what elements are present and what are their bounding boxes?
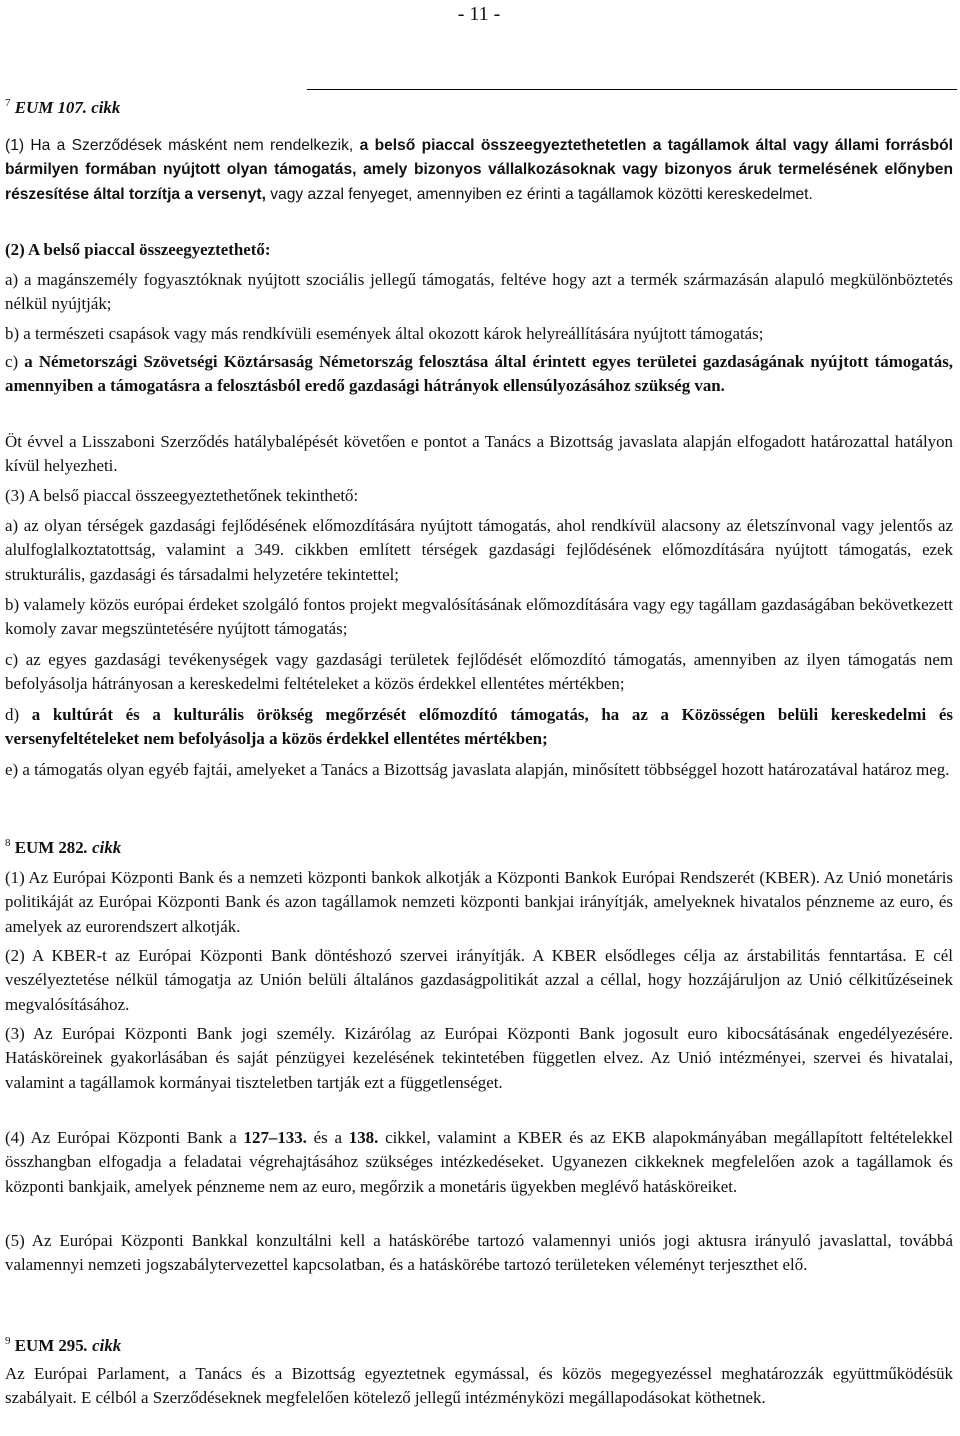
footnote-7-paragraph-3: (3) A belső piaccal összeegyeztethetőnek tekinthető: [5, 486, 359, 505]
footnote-8-heading-suffix: . cikk [83, 838, 122, 857]
footnote-9-paragraph-1: Az Európai Parlament, a Tanács és a Bizottság egyeztetnek egymással, és közös megegyezéssel meghatározzák együttműködésük szabályait. E célból a Szerződéseknek megfelelően kötelező jellegű intézményközi megállapodásokat köthetnek. [5, 1364, 953, 1408]
footnote-7-paragraph-1: (1) Ha a Szerződések másként nem rendelkezik, a belső piaccal összeegyeztethetetlen a tagállamok által vagy állami forrásból bármilyen formában nyújtott olyan támogatás, amely bizonyos vállalkozásoknak vagy bizonyos áruk termelésének előnyben részesítése által torzítja a versenyt, vagy azzal fenyeget, amennyiben ez érinti a tagállamok közötti kereskedelmet. [5, 137, 953, 203]
footnote-7-marker: 7 [5, 97, 11, 109]
footnote-9-heading-article: EUM 295 [14, 1336, 84, 1355]
footnote-7-point-3d: d) a kultúrát és a kulturális örökség megőrzését előmozdító támogatás, ha az a Közösségen belüli kereskedelmi és versenyfeltételeket nem befolyásolja a közös érdekkel ellentétes mértékben; [5, 705, 953, 749]
footnote-9-marker: 9 [5, 1335, 11, 1347]
footnote-9-heading-suffix: . cikk [83, 1336, 122, 1355]
page-number: - 11 - [457, 3, 501, 25]
footnote-7-point-2a: a) a magánszemély fogyasztóknak nyújtott szociális jellegű támogatás, feltéve hogy azt a termék származásán alapuló megkülönböztetés nélkül nyújtják; [5, 270, 953, 314]
footnote-separator [307, 89, 957, 90]
footnote-7-paragraph-2-closing: Öt évvel a Lisszaboni Szerződés hatálybalépését követően e pontot a Tanács a Bizottság javaslata alapján elfogadott határozattal hatályon kívül helyezheti. [5, 432, 953, 476]
footnote-8-paragraph-4: (4) Az Európai Központi Bank a 127–133. és a 138. cikkel, valamint a KBER és az EKB alapokmányában megállapított feltételekkel összhangban elfogadja a feladatai végrehajtásához szükséges intézkedéseket. Ugyanezen cikkeknek megfelelően azok a tagállamok és központi bankjaik, amelyek pénzneme nem az euro, megőrzik a monetáris ügyekben meglévő hatásköreiket. [5, 1128, 953, 1196]
footnote-8-paragraph-5: (5) Az Európai Központi Bankkal konzultálni kell a hatáskörébe tartozó valamennyi uniós jogi aktusra irányuló javaslattal, továbbá valamennyi nemzeti jogszabálytervezettel kapcsolatban, és a hatáskörébe tartozó területeken véleményt terjeszthet elő. [5, 1231, 953, 1275]
footnote-7-point-3e: e) a támogatás olyan egyéb fajtái, amelyeket a Tanács a Bizottság javaslata alapján, minősített többséggel hozott határozatával határoz meg. [5, 760, 950, 779]
footnote-7-paragraph-2: (2) A belső piaccal összeegyeztethető: [5, 240, 271, 259]
footnote-7-heading-article: EUM 107 [14, 98, 83, 117]
footnote-7-point-3a: a) az olyan térségek gazdasági fejlődésének előmozdítására nyújtott támogatás, ahol rendkívül alacsony az életszínvonal vagy jelentős az alulfoglalkoztatottság, valamint a 349. cikkben említett térségek gazdasági fejlődésének előmozdítására nyújtott támogatás, ezek strukturális, gazdasági és társadalmi helyzetére tekintettel; [5, 516, 953, 584]
footnote-8-paragraph-1: (1) Az Európai Központi Bank és a nemzeti központi bankok alkotják a Központi Bankok Európai Rendszerét (KBER). Az Unió monetáris politikáját az Európai Központi Bank és azon tagállamok nemzeti központi bankjai irányítják, amelyeknek hivatalos pénzneme az euro, és amelyek az eurorendszert alkotják. [5, 868, 953, 936]
footnote-8-heading [5, 836, 953, 860]
footnote-7-heading [5, 96, 953, 120]
footnote-7-heading-suffix: . cikk [82, 98, 121, 117]
footnote-7-point-2c: c) a Németországi Szövetségi Köztársaság Németország felosztása által érintett egyes területei gazdaságának nyújtott támogatás, amennyiben a támogatásra a felosztásból eredő gazdasági hátrányok ellensúlyozásához szükség van. [5, 352, 953, 396]
footnote-8-paragraph-3: (3) Az Európai Központi Bank jogi személy. Kizárólag az Európai Központi Bank jogosult euro kibocsátásának engedélyezésére. Hatásköreinek gyakorlásában és saját pénzügyei kezelésének tekintetében független elvez. Az Unió intézményei, szervei és hivatalai, valamint a tagállamok kormányai tiszteletben tartják ezt a függetlenséget. [5, 1024, 953, 1092]
footnote-7-point-3b: b) valamely közös európai érdeket szolgáló fontos projekt megvalósításának előmozdítására vagy egy tagállam gazdaságában bekövetkezett komoly zavar megszüntetésére nyújtott támogatás; [5, 595, 953, 639]
footnote-7-point-2b: b) a természeti csapások vagy más rendkívüli események által okozott károk helyreállítására nyújtott támogatás; [5, 324, 764, 343]
footnote-7-point-3c: c) az egyes gazdasági tevékenységek vagy gazdasági területek fejlődését előmozdító támogatás, amennyiben az ilyen támogatás nem befolyásolja hátrányosan a kereskedelmi feltételeket a közös érdekkel ellentétes mértékben; [5, 650, 953, 694]
footnote-9-heading [5, 1334, 953, 1358]
footnote-8-paragraph-2: (2) A KBER-t az Európai Központi Bank döntéshozó szervei irányítják. A KBER elsődleges célja az árstabilitás fenntartása. E cél veszélyeztetése nélkül támogatja az Unión belüli általános gazdaságpolitikát azzal a céllal, hogy hozzájáruljon az Unió célkitűzéseinek megvalósításához. [5, 946, 953, 1014]
footnote-8-heading-article: EUM 282 [14, 838, 84, 857]
footnote-8-marker: 8 [5, 837, 11, 849]
